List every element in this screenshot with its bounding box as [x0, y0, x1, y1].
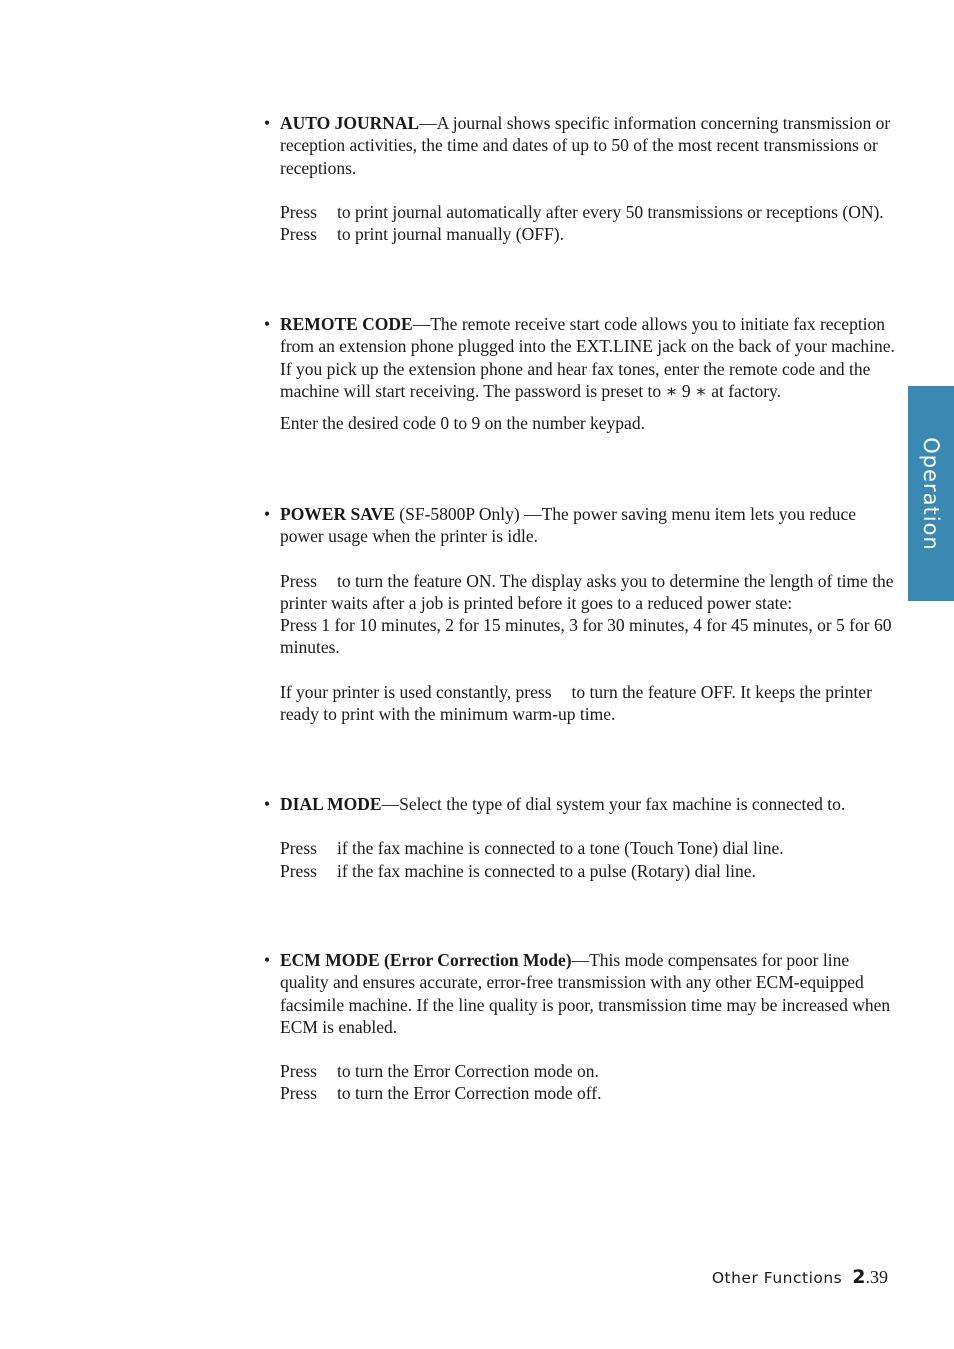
- footer-page-number: .39: [865, 1267, 888, 1287]
- bullet: •: [264, 504, 271, 524]
- ecm-mode-off-instruction: Press to turn the Error Correction mode off.: [280, 1083, 602, 1104]
- auto-journal-item: [264, 112, 895, 245]
- remote-code-term: REMOTE CODE: [280, 314, 413, 334]
- page-footer: [712, 1266, 888, 1289]
- footer-chapter-number: 2: [852, 1266, 866, 1288]
- auto-journal-on-instruction: Press to print journal automatically after every 50 transmissions or receptions (ON).: [280, 201, 884, 222]
- bullet: •: [264, 113, 271, 133]
- power-save-description: POWER SAVE (SF-5800P Only) —The power saving menu item lets you reduce power usage when the printer is idle.: [280, 504, 856, 547]
- power-save-term: POWER SAVE: [280, 504, 395, 524]
- remote-code-item: [264, 313, 895, 434]
- footer-section-title: Other Functions: [711, 1269, 843, 1287]
- power-save-minutes: Press 1 for 10 minutes, 2 for 15 minutes, 3 for 30 minutes, 4 for 45 minutes, or 5 for 60 minutes.: [280, 615, 892, 658]
- section-side-tab: [908, 386, 954, 601]
- ecm-mode-description: ECM MODE (Error Correction Mode)—This mode compensates for poor line quality and ensures accurate, error-free transmission with any other ECM-equipped facsimile machine. If the line quality is poor, transmission time may be increased when ECM is enabled.: [280, 950, 891, 1037]
- power-save-item: [264, 503, 895, 725]
- dial-mode-description: DIAL MODE—Select the type of dial system your fax machine is connected to.: [280, 794, 846, 814]
- ecm-mode-term: ECM MODE (Error Correction Mode): [280, 950, 572, 970]
- auto-journal-term: AUTO JOURNAL: [280, 113, 420, 133]
- bullet: •: [264, 314, 271, 334]
- ecm-mode-on-instruction: Press to turn the Error Correction mode on.: [280, 1061, 599, 1082]
- dial-mode-tone-instruction: Press if the fax machine is connected to a tone (Touch Tone) dial line.: [280, 838, 784, 859]
- remote-code-description: REMOTE CODE—The remote receive start code allows you to initiate fax reception from an extension phone plugged into the EXT.LINE jack on the back of your machine. If you pick up the extension phone and hear fax tones, enter the remote code and the machine will start receiving. The password is preset to ∗ 9 ∗ at factory.: [280, 314, 895, 401]
- ecm-mode-item: [264, 949, 895, 1105]
- bullet: •: [264, 950, 271, 970]
- dial-mode-item: [264, 793, 895, 882]
- side-tab-label: Operation: [919, 436, 944, 551]
- power-save-off-instruction: If your printer is used constantly, press to turn the feature OFF. It keeps the printer ready to print with the minimum warm-up time.: [280, 681, 872, 725]
- auto-journal-description: AUTO JOURNAL—A journal shows specific information concerning transmission or reception activities, the time and dates of up to 50 of the most recent transmissions or receptions.: [280, 113, 891, 178]
- bullet: •: [264, 794, 271, 814]
- dial-mode-term: DIAL MODE: [280, 794, 382, 814]
- power-save-on-instruction: Press to turn the feature ON. The display asks you to determine the length of time the printer waits after a job is printed before it goes to a reduced power state:: [280, 570, 894, 613]
- dial-mode-pulse-instruction: Press if the fax machine is connected to a pulse (Rotary) dial line.: [280, 860, 756, 881]
- remote-code-instruction: Enter the desired code 0 to 9 on the number keypad.: [280, 413, 645, 434]
- auto-journal-off-instruction: Press to print journal manually (OFF).: [280, 224, 564, 245]
